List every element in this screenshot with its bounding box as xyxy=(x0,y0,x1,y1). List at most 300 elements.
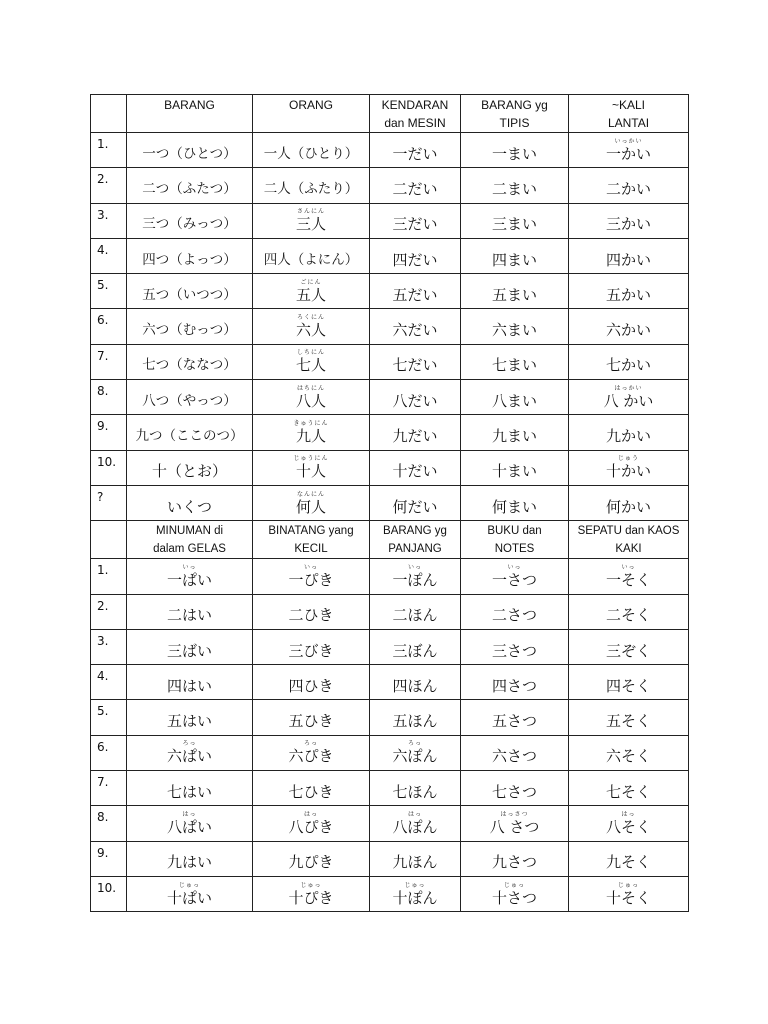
counter-cell xyxy=(253,594,370,629)
table-row xyxy=(91,806,689,841)
counter-cell xyxy=(461,485,569,520)
counter-text: 五かい xyxy=(605,285,651,304)
counter-word xyxy=(492,138,537,163)
counter-text: 一まい xyxy=(491,144,537,163)
furigana xyxy=(606,314,651,321)
counter-cell xyxy=(569,594,689,629)
counter-word xyxy=(296,279,326,304)
counter-word xyxy=(296,385,326,410)
counter-text: 八つ（やっつ） xyxy=(142,392,237,409)
table-row xyxy=(91,629,689,664)
table-row xyxy=(91,700,689,735)
counter-cell xyxy=(370,735,461,770)
furigana xyxy=(167,846,212,853)
counter-text: 九まい xyxy=(491,427,537,446)
row-number: 2. xyxy=(91,594,127,629)
counter-word xyxy=(296,349,326,374)
counter-cell xyxy=(461,168,569,203)
counter-cell xyxy=(569,559,689,594)
furigana: さんにん xyxy=(296,208,325,216)
counter-word xyxy=(492,705,537,730)
counter-cell xyxy=(370,485,461,520)
counter-text: 六つ（むっつ） xyxy=(142,322,237,339)
furigana xyxy=(392,670,437,677)
section2-header-row xyxy=(91,521,689,559)
counter-word xyxy=(392,564,437,589)
counter-text: 何まい xyxy=(491,497,537,516)
table-row xyxy=(91,450,689,485)
counter-cell xyxy=(370,450,461,485)
counter-cell xyxy=(127,380,253,415)
counter-cell xyxy=(569,344,689,379)
furigana xyxy=(392,208,437,215)
furigana xyxy=(392,314,437,321)
counter-text: 二ひき xyxy=(288,606,334,625)
counter-cell xyxy=(569,629,689,664)
counter-text: 四さつ xyxy=(491,676,537,695)
counter-text: 六だい xyxy=(392,321,438,340)
counter-cell xyxy=(569,771,689,806)
furigana xyxy=(492,491,537,498)
counter-word xyxy=(167,740,212,765)
counter-word xyxy=(142,279,237,304)
row-number: 10. xyxy=(91,876,127,911)
counter-word xyxy=(606,244,651,269)
counter-cell xyxy=(253,876,370,911)
column-header: SEPATU dan KAOS KAKI xyxy=(569,521,689,559)
counter-cell xyxy=(461,665,569,700)
table-row xyxy=(91,594,689,629)
counter-word xyxy=(392,740,437,765)
furigana xyxy=(492,385,537,392)
furigana: はっかい xyxy=(614,384,643,392)
furigana xyxy=(288,599,333,606)
counter-text: 二まい xyxy=(491,179,537,198)
counter-cell xyxy=(253,344,370,379)
counter-word xyxy=(142,244,237,269)
counter-text: 六ぴき xyxy=(288,747,334,766)
counter-text: 九ぴき xyxy=(288,853,334,872)
furigana xyxy=(167,670,212,677)
counter-word xyxy=(492,491,537,516)
counter-text: 四そく xyxy=(605,676,651,695)
counter-text: 十ぱい xyxy=(166,888,212,907)
counter-word xyxy=(606,208,651,233)
row-number: 9. xyxy=(91,841,127,876)
counter-word xyxy=(492,599,537,624)
counter-text: 八 かい xyxy=(603,391,654,410)
column-header: BINATANG yang KECIL xyxy=(253,521,370,559)
table-row xyxy=(91,485,689,520)
counter-cell xyxy=(370,700,461,735)
furigana xyxy=(392,244,437,251)
counter-word xyxy=(264,173,359,198)
furigana xyxy=(167,635,212,642)
row-number: 5. xyxy=(91,274,127,309)
furigana xyxy=(492,173,537,180)
furigana: ろっ xyxy=(303,740,318,748)
counter-text: 九つ（ここのつ） xyxy=(135,428,244,445)
row-number: 3. xyxy=(91,203,127,238)
counter-cell xyxy=(253,133,370,168)
counter-word xyxy=(264,244,359,269)
counter-cell xyxy=(461,344,569,379)
counter-text: 九かい xyxy=(605,427,651,446)
furigana xyxy=(606,349,651,356)
furigana: じゅうにん xyxy=(293,455,329,463)
counter-word xyxy=(288,705,333,730)
furigana xyxy=(492,846,537,853)
furigana xyxy=(606,635,651,642)
counter-text: 四つ（よっつ） xyxy=(142,251,237,268)
column-header: BARANG yg PANJANG xyxy=(370,521,461,559)
furigana: ろっ xyxy=(407,740,422,748)
counter-word xyxy=(606,349,651,374)
row-number: 8. xyxy=(91,380,127,415)
counter-word xyxy=(492,173,537,198)
counter-text: 三ばい xyxy=(166,641,212,660)
furigana xyxy=(392,455,437,462)
counter-cell xyxy=(127,771,253,806)
furigana: じゅっ xyxy=(617,881,639,889)
counter-cell xyxy=(253,735,370,770)
furigana xyxy=(606,279,651,286)
counter-cell xyxy=(461,203,569,238)
counter-word xyxy=(288,599,333,624)
furigana xyxy=(492,314,537,321)
counter-word xyxy=(392,491,437,516)
counter-cell xyxy=(569,203,689,238)
table-row xyxy=(91,559,689,594)
counter-cell xyxy=(569,806,689,841)
counter-cell xyxy=(461,629,569,664)
counter-word xyxy=(296,314,326,339)
counter-text: 十さつ xyxy=(491,888,537,907)
counter-word xyxy=(392,635,437,660)
counter-cell xyxy=(569,735,689,770)
counter-text: 何だい xyxy=(392,497,438,516)
counter-word xyxy=(392,846,437,871)
counter-cell xyxy=(370,841,461,876)
counter-cell xyxy=(370,876,461,911)
furigana xyxy=(606,670,651,677)
counter-word xyxy=(392,811,437,836)
counter-word xyxy=(490,811,540,836)
counter-word xyxy=(492,776,537,801)
furigana xyxy=(142,314,237,321)
counter-word xyxy=(167,776,212,801)
counter-word xyxy=(142,314,237,339)
counter-text: 三びき xyxy=(288,641,334,660)
counter-text: 六そく xyxy=(605,747,651,766)
counter-cell xyxy=(127,203,253,238)
counter-word xyxy=(606,705,651,730)
furigana xyxy=(142,244,237,251)
furigana: じゅっ xyxy=(404,881,426,889)
furigana: いっ xyxy=(303,563,318,571)
counter-word xyxy=(136,420,244,445)
counter-word xyxy=(167,705,212,730)
counter-text: 七かい xyxy=(605,356,651,375)
counter-cell xyxy=(253,309,370,344)
column-header: KENDARAN dan MESIN xyxy=(370,95,461,133)
counter-text: 二だい xyxy=(392,179,438,198)
furigana xyxy=(142,173,237,180)
counter-cell xyxy=(370,380,461,415)
column-header: ~KALI LANTAI xyxy=(569,95,689,133)
furigana: じゅう xyxy=(617,455,639,463)
counter-word xyxy=(392,670,437,695)
counter-word xyxy=(606,846,651,871)
counter-cell xyxy=(127,841,253,876)
counter-cell xyxy=(127,309,253,344)
furigana: じゅっ xyxy=(503,881,525,889)
counter-cell xyxy=(569,238,689,273)
counter-word xyxy=(392,244,437,269)
counter-word xyxy=(167,811,212,836)
counter-word xyxy=(293,455,328,480)
counter-text: 七そく xyxy=(605,782,651,801)
counter-text: 八 さつ xyxy=(489,817,540,836)
counter-word xyxy=(167,599,212,624)
counter-cell xyxy=(127,133,253,168)
counter-text: 十ぽん xyxy=(392,888,438,907)
furigana: はっさつ xyxy=(500,810,529,818)
counter-word xyxy=(392,208,437,233)
counter-word xyxy=(392,349,437,374)
table-row xyxy=(91,168,689,203)
row-number: 1. xyxy=(91,559,127,594)
row-number: 6. xyxy=(91,735,127,770)
furigana xyxy=(392,138,437,145)
counter-text: 十かい xyxy=(605,462,651,481)
counter-cell xyxy=(370,168,461,203)
counter-text: 七ほん xyxy=(392,782,438,801)
counter-text: 五人 xyxy=(295,285,326,304)
furigana xyxy=(392,279,437,286)
counter-cell xyxy=(253,559,370,594)
counter-cell xyxy=(253,665,370,700)
counter-word xyxy=(288,882,333,907)
counter-text: 五さつ xyxy=(491,712,537,731)
counter-word xyxy=(142,138,236,163)
table-row xyxy=(91,380,689,415)
furigana xyxy=(492,635,537,642)
corner-cell xyxy=(91,95,127,133)
furigana xyxy=(392,491,437,498)
counter-word xyxy=(606,455,651,480)
furigana xyxy=(492,776,537,783)
counter-cell xyxy=(569,876,689,911)
counter-cell xyxy=(253,415,370,450)
row-number: 2. xyxy=(91,168,127,203)
counter-cell xyxy=(127,594,253,629)
counter-cell xyxy=(461,274,569,309)
counter-word xyxy=(606,564,651,589)
row-number: 6. xyxy=(91,309,127,344)
counter-word xyxy=(167,635,212,660)
counter-cell xyxy=(127,735,253,770)
counter-cell xyxy=(461,771,569,806)
column-header: ORANG xyxy=(253,95,370,133)
furigana: いっ xyxy=(621,563,636,571)
counter-word xyxy=(142,173,237,198)
counter-text: 十だい xyxy=(392,462,438,481)
counter-cell xyxy=(127,238,253,273)
counter-text: 七はい xyxy=(166,782,212,801)
furigana xyxy=(492,599,537,606)
counter-text: 七さつ xyxy=(491,782,537,801)
table-row xyxy=(91,274,689,309)
counter-text: 四だい xyxy=(392,250,438,269)
table-row xyxy=(91,876,689,911)
furigana xyxy=(606,244,651,251)
furigana: いっかい xyxy=(614,137,643,145)
counter-text: 九人 xyxy=(295,427,326,446)
corner-cell xyxy=(91,521,127,559)
furigana xyxy=(392,705,437,712)
column-header: BUKU dan NOTES xyxy=(461,521,569,559)
furigana xyxy=(167,776,212,783)
counter-text: 四はい xyxy=(166,676,212,695)
counter-word xyxy=(492,740,537,765)
counter-text: 九ほん xyxy=(392,853,438,872)
furigana xyxy=(392,349,437,356)
counter-cell xyxy=(370,203,461,238)
table-row xyxy=(91,771,689,806)
counter-word xyxy=(392,776,437,801)
row-number: 7. xyxy=(91,344,127,379)
counter-text: 五だい xyxy=(392,285,438,304)
counter-text: 五まい xyxy=(491,285,537,304)
counter-text: 六かい xyxy=(605,321,651,340)
counter-cell xyxy=(569,700,689,735)
counter-word xyxy=(288,811,333,836)
counter-word xyxy=(492,420,537,445)
counter-text: 何かい xyxy=(605,497,651,516)
counter-text: 五ひき xyxy=(288,712,334,731)
row-number: 4. xyxy=(91,238,127,273)
counter-cell xyxy=(569,133,689,168)
counter-word xyxy=(492,564,537,589)
counter-cell xyxy=(253,380,370,415)
counter-text: 十（とお） xyxy=(151,462,227,481)
counter-word xyxy=(142,349,237,374)
counter-cell xyxy=(253,274,370,309)
furigana: はっ xyxy=(182,810,197,818)
counter-cell xyxy=(370,274,461,309)
counter-cell xyxy=(127,665,253,700)
counter-text: 八ぽん xyxy=(392,817,438,836)
counter-word xyxy=(288,846,333,871)
counter-word xyxy=(296,208,326,233)
counter-cell xyxy=(461,415,569,450)
counter-text: 七つ（ななつ） xyxy=(142,357,237,374)
furigana xyxy=(167,491,212,498)
counter-word xyxy=(606,776,651,801)
counter-text: 八そく xyxy=(605,817,651,836)
counter-cell xyxy=(370,238,461,273)
counter-text: 三まい xyxy=(491,215,537,234)
furigana xyxy=(606,740,651,747)
counter-text: 三つ（みっつ） xyxy=(142,216,237,233)
counter-word xyxy=(288,776,333,801)
counter-word xyxy=(167,564,212,589)
counter-word xyxy=(606,599,651,624)
furigana xyxy=(167,705,212,712)
counter-word xyxy=(492,846,537,871)
counter-word xyxy=(288,670,333,695)
counter-text: 一ぱい xyxy=(166,570,212,589)
column-header: MINUMAN di dalam GELAS xyxy=(127,521,253,559)
counter-text: 三ぞく xyxy=(605,641,651,660)
counter-word xyxy=(606,314,651,339)
furigana xyxy=(492,420,537,427)
furigana xyxy=(392,599,437,606)
counter-cell xyxy=(127,559,253,594)
table-row xyxy=(91,309,689,344)
table-row xyxy=(91,203,689,238)
furigana: はっ xyxy=(621,810,636,818)
counter-word xyxy=(606,491,651,516)
counter-word xyxy=(392,138,437,163)
furigana: いっ xyxy=(182,563,197,571)
counter-text: 四ひき xyxy=(288,676,334,695)
furigana xyxy=(142,138,236,145)
counter-word xyxy=(492,455,537,480)
counter-word xyxy=(167,846,212,871)
row-number: 8. xyxy=(91,806,127,841)
counter-cell xyxy=(461,309,569,344)
furigana xyxy=(142,279,237,286)
counter-cell xyxy=(253,771,370,806)
furigana xyxy=(288,776,333,783)
counter-text: 九はい xyxy=(166,853,212,872)
counter-cell xyxy=(461,735,569,770)
counter-cell xyxy=(127,700,253,735)
counter-cell xyxy=(461,806,569,841)
counter-cell xyxy=(127,450,253,485)
counter-text: 一かい xyxy=(605,144,651,163)
counter-text: 四人（よにん） xyxy=(263,251,359,268)
furigana xyxy=(492,208,537,215)
counter-text: 七まい xyxy=(491,356,537,375)
furigana: はっ xyxy=(303,810,318,818)
table-row xyxy=(91,133,689,168)
counter-word xyxy=(606,740,651,765)
counter-cell xyxy=(461,133,569,168)
furigana xyxy=(492,670,537,677)
counter-word xyxy=(264,138,359,163)
counter-word xyxy=(606,635,651,660)
counter-word xyxy=(288,564,333,589)
counter-word xyxy=(606,138,651,163)
row-number: 7. xyxy=(91,771,127,806)
counter-text: 二そく xyxy=(605,606,651,625)
counter-text: 一さつ xyxy=(491,570,537,589)
counter-text: 何人 xyxy=(295,497,326,516)
counter-cell xyxy=(253,700,370,735)
counter-word xyxy=(492,279,537,304)
counter-text: 二さつ xyxy=(491,606,537,625)
counter-text: 五そく xyxy=(605,712,651,731)
furigana: じゅっ xyxy=(300,881,322,889)
counter-word xyxy=(606,670,651,695)
counter-word xyxy=(392,599,437,624)
counter-word xyxy=(167,491,212,516)
counter-cell xyxy=(253,806,370,841)
counter-text: 三ぼん xyxy=(392,641,438,660)
